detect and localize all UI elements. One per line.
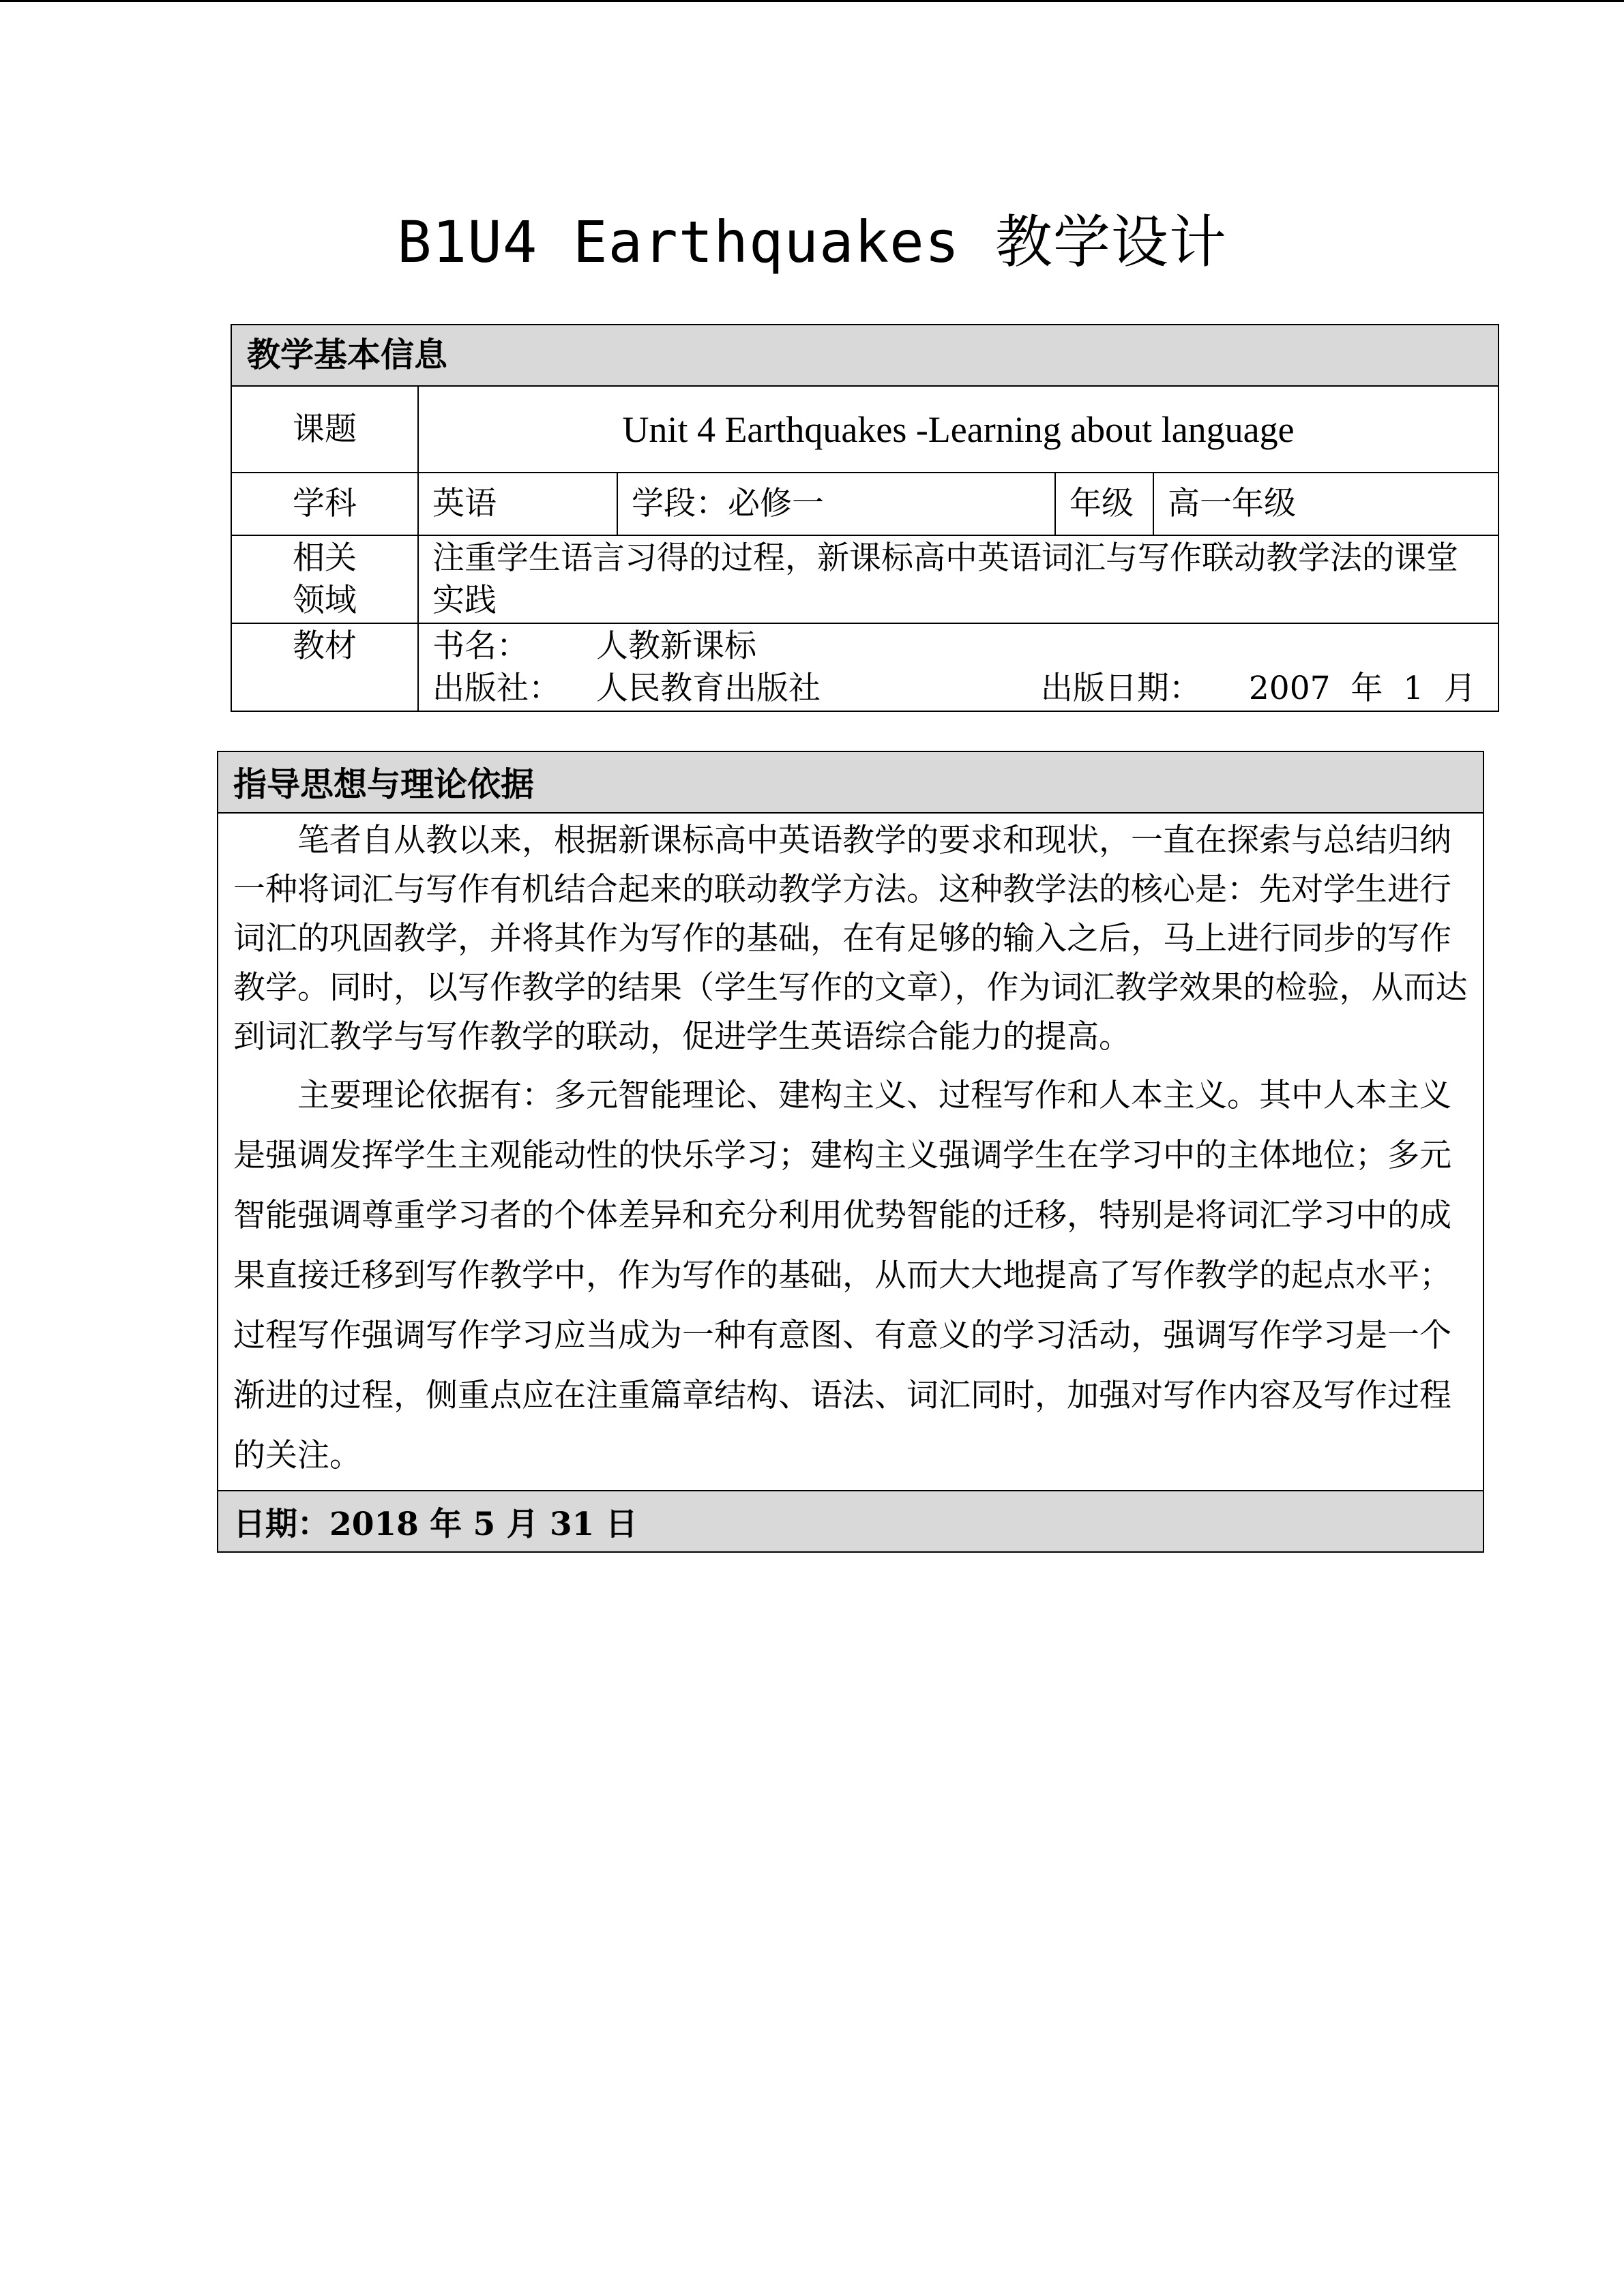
material-label: 教材 (231, 623, 418, 711)
field-label-line2: 领域 (293, 582, 357, 619)
document-title: B1U4 Earthquakes 教学设计 (397, 209, 1227, 275)
topic-value: Unit 4 Earthquakes -Learning about language (418, 386, 1498, 473)
date-footer: 日期：2018 年 5 月 31 日 (218, 1491, 1483, 1552)
field-label-line1: 相关 (293, 539, 357, 577)
stage-value: 学段：必修一 (617, 473, 1055, 535)
guidance-paragraph-1: 笔者自从教以来，根据新课标高中英语教学的要求和现状，一直在探索与总结归纳一种将词汇与写作有机结合起来的联动教学方法。这种教学法的核心是：先对学生进行词汇的巩固教学，并将其作为写作的基础，在有足够的输入之后，马上进行同步的写作教学。同时，以写作教学的结果（学生写作的文章），作为词汇教学效果的检验，从而达到词汇教学与写作教学的联动，促进学生英语综合能力的提高。 (233, 822, 1468, 1056)
publish-date-label: 出版日期： (1040, 670, 1201, 707)
book-value: 人教新课标 (596, 627, 756, 665)
subject-label: 学科 (231, 473, 418, 535)
guidance-body (218, 813, 1483, 1491)
publisher-line (432, 668, 1484, 710)
page-top-border (0, 0, 1624, 2)
book-label: 书名： (432, 627, 529, 665)
field-value: 注重学生语言习得的过程，新课标高中英语词汇与写作联动教学法的课堂实践 (418, 535, 1498, 623)
guidance-header: 指导思想与理论依据 (218, 751, 1483, 813)
publish-date-value: 2007 年 1 月 (1248, 670, 1477, 707)
publish-date (1041, 668, 1484, 710)
basic-info-header: 教学基本信息 (231, 325, 1498, 386)
grade-value: 高一年级 (1153, 473, 1498, 535)
topic-label: 课题 (231, 386, 418, 473)
publisher-label: 出版社： (432, 670, 561, 707)
guidance-table (217, 751, 1484, 1553)
publisher-value: 人民教育出版社 (596, 670, 821, 707)
field-label (231, 535, 418, 623)
basic-info-table (231, 324, 1499, 712)
subject-value: 英语 (418, 473, 617, 535)
grade-label: 年级 (1055, 473, 1153, 535)
guidance-paragraph-2: 主要理论依据有：多元智能理论、建构主义、过程写作和人本主义。其中人本主义是强调发挥学生主观能动性的快乐学习；建构主义强调学生在学习中的主体地位；多元智能强调尊重学习者的个体差异和充分利用优势智能的迁移，特别是将词汇学习中的成果直接迁移到写作教学中，作为写作的基础，从而大大地提高了写作教学的起点水平；过程写作强调写作学习应当成为一种有意图、有意义的学习活动，强调写作学习是一个渐进的过程，侧重点应在注重篇章结构、语法、词汇同时，加强对写作内容及写作过程的关注。 (233, 1077, 1451, 1474)
material-info (418, 623, 1498, 711)
book-line (432, 625, 1484, 668)
